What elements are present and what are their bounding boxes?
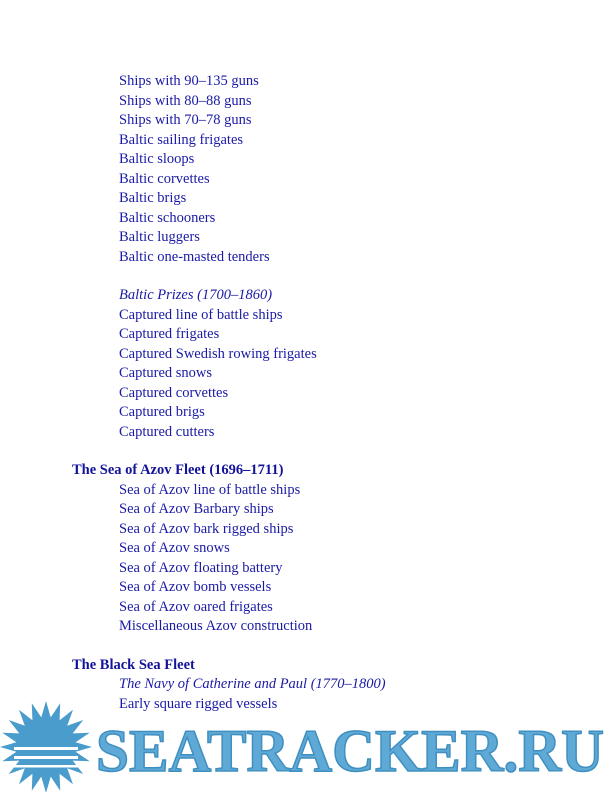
toc-heading-azov-fleet[interactable]: The Sea of Azov Fleet (1696–1711) (72, 462, 284, 478)
toc-entry[interactable]: Captured frigates (119, 326, 220, 342)
toc-entry[interactable]: Early square rigged vessels (119, 695, 278, 712)
toc-entry[interactable]: Sea of Azov snows (119, 540, 230, 556)
toc-entry[interactable]: Baltic sailing frigates (119, 131, 244, 148)
toc-subheading-catherine-paul[interactable]: The Navy of Catherine and Paul (1770–1800) (119, 676, 386, 692)
toc-entry[interactable]: Miscellaneous Azov construction (119, 618, 313, 634)
toc-entry[interactable]: Captured line of battle ships (119, 306, 283, 323)
toc-entry[interactable]: Captured snows (119, 365, 213, 381)
toc-entry[interactable]: Captured cutters (119, 423, 215, 440)
toc-entry[interactable]: Baltic luggers (119, 229, 200, 245)
toc-entry[interactable]: Baltic schooners (119, 209, 216, 226)
watermark (0, 700, 612, 792)
toc-entry[interactable]: Captured corvettes (119, 384, 229, 401)
toc-entry[interactable]: Baltic one-masted tenders (119, 248, 270, 265)
sun-horizon-stripe (14, 765, 78, 768)
sun-horizon-stripe (14, 747, 78, 750)
toc-subheading-baltic-prizes[interactable]: Baltic Prizes (1700–1860) (119, 287, 273, 303)
section-gap (0, 267, 612, 286)
sun-icon (0, 701, 92, 792)
toc-entry[interactable]: Captured Swedish rowing frigates (119, 345, 317, 362)
toc-entry[interactable]: Ships with 70–78 guns (119, 112, 252, 128)
toc-entry[interactable]: Baltic brigs (119, 190, 187, 206)
toc-entry[interactable]: Ships with 80–88 guns (119, 92, 252, 109)
toc-entry[interactable]: Ships with 90–135 guns (119, 73, 259, 89)
section-gap (0, 637, 612, 656)
section-gap (0, 442, 612, 461)
toc-entry[interactable]: Baltic corvettes (119, 170, 210, 187)
toc-entry[interactable]: Sea of Azov floating battery (119, 559, 283, 576)
toc-entry[interactable]: Sea of Azov bark rigged ships (119, 520, 294, 537)
toc-entry[interactable]: Captured brigs (119, 404, 205, 420)
toc-entry[interactable]: Sea of Azov oared frigates (119, 598, 273, 615)
table-of-contents (0, 72, 612, 714)
toc-entry[interactable]: Sea of Azov Barbary ships (119, 501, 274, 517)
watermark-logo (0, 700, 612, 792)
toc-heading-black-sea-fleet[interactable]: The Black Sea Fleet (72, 656, 195, 673)
toc-entry[interactable]: Baltic sloops (119, 151, 195, 167)
watermark-text: SEATRACKER.RU (96, 718, 604, 784)
sun-horizon-stripe (14, 756, 78, 759)
toc-entry[interactable]: Sea of Azov line of battle ships (119, 481, 301, 498)
toc-entry[interactable]: Sea of Azov bomb vessels (119, 579, 272, 595)
